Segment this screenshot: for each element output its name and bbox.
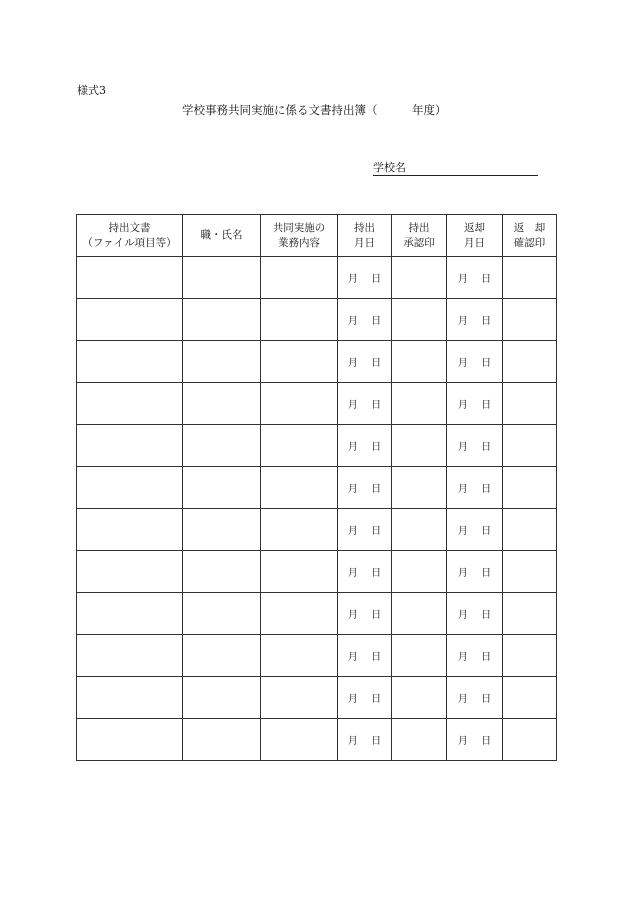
cell-return-date[interactable]: [447, 509, 503, 551]
table-row: [77, 719, 557, 761]
cell-return-seal[interactable]: [503, 257, 557, 299]
cell-approval-seal[interactable]: [392, 551, 447, 593]
date-placeholder: 月 日: [347, 694, 382, 705]
cell-task-content[interactable]: [261, 299, 338, 341]
cell-document[interactable]: [77, 425, 183, 467]
cell-document[interactable]: [77, 509, 183, 551]
date-placeholder: 月 日: [457, 694, 492, 705]
cell-return-seal[interactable]: [503, 719, 557, 761]
cell-return-date[interactable]: [447, 341, 503, 383]
cell-checkout-date[interactable]: [338, 635, 392, 677]
cell-approval-seal[interactable]: [392, 635, 447, 677]
cell-position-name[interactable]: [183, 677, 261, 719]
date-placeholder: 月 日: [457, 610, 492, 621]
date-placeholder: 月 日: [457, 442, 492, 453]
document-checkout-table: [76, 214, 557, 761]
cell-task-content[interactable]: [261, 467, 338, 509]
cell-checkout-date[interactable]: [338, 551, 392, 593]
header-task-content: 共同実施の 業務内容: [261, 215, 338, 257]
cell-checkout-date[interactable]: [338, 719, 392, 761]
cell-return-seal[interactable]: [503, 299, 557, 341]
cell-position-name[interactable]: [183, 635, 261, 677]
cell-position-name[interactable]: [183, 425, 261, 467]
date-placeholder: 月 日: [457, 316, 492, 327]
cell-task-content[interactable]: [261, 341, 338, 383]
cell-checkout-date[interactable]: [338, 467, 392, 509]
cell-checkout-date[interactable]: [338, 509, 392, 551]
cell-document[interactable]: [77, 467, 183, 509]
date-placeholder: 月 日: [347, 568, 382, 579]
date-placeholder: 月 日: [457, 400, 492, 411]
cell-return-date[interactable]: [447, 635, 503, 677]
cell-document[interactable]: [77, 257, 183, 299]
date-placeholder: 月 日: [347, 652, 382, 663]
cell-return-date[interactable]: [447, 467, 503, 509]
header-position-name: 職・氏名: [183, 215, 261, 257]
cell-document[interactable]: [77, 677, 183, 719]
header-row: [77, 215, 557, 257]
date-placeholder: 月 日: [347, 610, 382, 621]
cell-return-date[interactable]: [447, 593, 503, 635]
school-name-field[interactable]: 学校名: [373, 161, 538, 176]
cell-document[interactable]: [77, 299, 183, 341]
cell-document[interactable]: [77, 551, 183, 593]
cell-return-seal[interactable]: [503, 341, 557, 383]
cell-return-date[interactable]: [447, 551, 503, 593]
cell-document[interactable]: [77, 383, 183, 425]
cell-position-name[interactable]: [183, 509, 261, 551]
cell-task-content[interactable]: [261, 257, 338, 299]
table-row: [77, 341, 557, 383]
table-row: [77, 593, 557, 635]
table-row: [77, 257, 557, 299]
cell-document[interactable]: [77, 341, 183, 383]
form-number: 様式3: [77, 84, 106, 97]
cell-return-date[interactable]: [447, 425, 503, 467]
date-placeholder: 月 日: [347, 484, 382, 495]
cell-approval-seal[interactable]: [392, 719, 447, 761]
date-placeholder: 月 日: [457, 274, 492, 285]
cell-position-name[interactable]: [183, 341, 261, 383]
cell-return-seal[interactable]: [503, 383, 557, 425]
table-row: [77, 509, 557, 551]
cell-task-content[interactable]: [261, 635, 338, 677]
cell-task-content[interactable]: [261, 593, 338, 635]
cell-checkout-date[interactable]: [338, 299, 392, 341]
cell-return-seal[interactable]: [503, 593, 557, 635]
cell-approval-seal[interactable]: [392, 467, 447, 509]
cell-task-content[interactable]: [261, 551, 338, 593]
cell-return-seal[interactable]: [503, 425, 557, 467]
table-row: [77, 383, 557, 425]
cell-document[interactable]: [77, 593, 183, 635]
cell-position-name[interactable]: [183, 467, 261, 509]
table-row: [77, 677, 557, 719]
date-placeholder: 月 日: [457, 736, 492, 747]
header-return-seal: 返 却 確認印: [503, 215, 557, 257]
cell-task-content[interactable]: [261, 383, 338, 425]
cell-approval-seal[interactable]: [392, 257, 447, 299]
cell-return-date[interactable]: [447, 299, 503, 341]
cell-document[interactable]: [77, 719, 183, 761]
cell-approval-seal[interactable]: [392, 425, 447, 467]
cell-approval-seal[interactable]: [392, 299, 447, 341]
cell-approval-seal[interactable]: [392, 509, 447, 551]
table-row: [77, 299, 557, 341]
cell-checkout-date[interactable]: [338, 425, 392, 467]
table-row: [77, 635, 557, 677]
cell-task-content[interactable]: [261, 509, 338, 551]
date-placeholder: 月 日: [347, 274, 382, 285]
table-row: [77, 467, 557, 509]
date-placeholder: 月 日: [457, 568, 492, 579]
cell-approval-seal[interactable]: [392, 341, 447, 383]
date-placeholder: 月 日: [457, 652, 492, 663]
cell-task-content[interactable]: [261, 425, 338, 467]
cell-checkout-date[interactable]: [338, 257, 392, 299]
cell-return-date[interactable]: [447, 719, 503, 761]
date-placeholder: 月 日: [457, 526, 492, 537]
cell-return-seal[interactable]: [503, 677, 557, 719]
date-placeholder: 月 日: [457, 358, 492, 369]
cell-position-name[interactable]: [183, 299, 261, 341]
cell-task-content[interactable]: [261, 719, 338, 761]
cell-return-date[interactable]: [447, 383, 503, 425]
header-checkout-date: 持出 月日: [338, 215, 392, 257]
cell-position-name[interactable]: [183, 593, 261, 635]
cell-return-seal[interactable]: [503, 509, 557, 551]
table-row: [77, 551, 557, 593]
cell-approval-seal[interactable]: [392, 677, 447, 719]
cell-position-name[interactable]: [183, 719, 261, 761]
date-placeholder: 月 日: [347, 316, 382, 327]
document-title: 学校事務共同実施に係る文書持出簿（ 年度）: [182, 103, 447, 117]
date-placeholder: 月 日: [457, 484, 492, 495]
cell-approval-seal[interactable]: [392, 383, 447, 425]
cell-checkout-date[interactable]: [338, 383, 392, 425]
cell-task-content[interactable]: [261, 677, 338, 719]
date-placeholder: 月 日: [347, 736, 382, 747]
header-return-date: 返却 月日: [447, 215, 503, 257]
cell-approval-seal[interactable]: [392, 593, 447, 635]
date-placeholder: 月 日: [347, 442, 382, 453]
cell-position-name[interactable]: [183, 551, 261, 593]
header-document: 持出文書 （ファイル項目等）: [77, 215, 183, 257]
header-approval-seal: 持出 承認印: [392, 215, 447, 257]
cell-return-seal[interactable]: [503, 635, 557, 677]
cell-return-date[interactable]: [447, 257, 503, 299]
cell-return-seal[interactable]: [503, 467, 557, 509]
cell-checkout-date[interactable]: [338, 593, 392, 635]
table-row: [77, 425, 557, 467]
date-placeholder: 月 日: [347, 400, 382, 411]
date-placeholder: 月 日: [347, 526, 382, 537]
cell-return-seal[interactable]: [503, 551, 557, 593]
date-placeholder: 月 日: [347, 358, 382, 369]
cell-checkout-date[interactable]: [338, 677, 392, 719]
cell-document[interactable]: [77, 635, 183, 677]
cell-checkout-date[interactable]: [338, 341, 392, 383]
cell-return-date[interactable]: [447, 677, 503, 719]
cell-position-name[interactable]: [183, 383, 261, 425]
cell-position-name[interactable]: [183, 257, 261, 299]
